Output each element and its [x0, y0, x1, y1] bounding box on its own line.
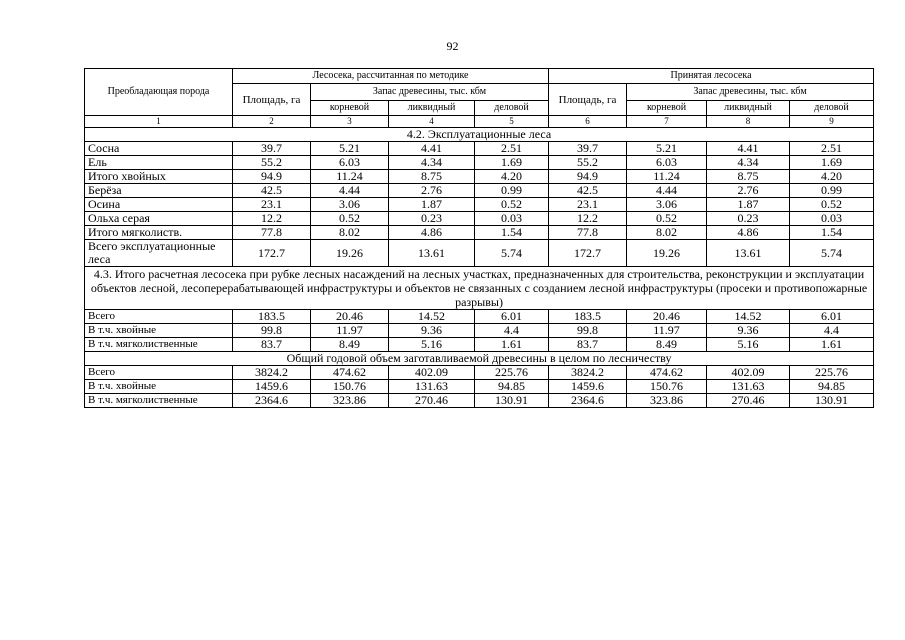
- value-cell: 150.76: [311, 380, 389, 394]
- species-name: В т.ч. хвойные: [85, 380, 233, 394]
- value-cell: 4.4: [790, 324, 874, 338]
- value-cell: 94.9: [233, 170, 311, 184]
- value-cell: 1459.6: [233, 380, 311, 394]
- value-cell: 0.23: [707, 212, 790, 226]
- value-cell: 2.51: [790, 142, 874, 156]
- section-title: 4.2. Эксплуатационные леса: [85, 128, 874, 142]
- column-number: 2: [233, 116, 311, 128]
- value-cell: 5.74: [475, 240, 549, 267]
- value-cell: 0.99: [790, 184, 874, 198]
- value-cell: 77.8: [233, 226, 311, 240]
- value-cell: 55.2: [233, 156, 311, 170]
- accepted-liquid-header: ликвидный: [707, 101, 790, 116]
- value-cell: 4.41: [389, 142, 475, 156]
- table-row: [85, 366, 874, 380]
- value-cell: 8.75: [707, 170, 790, 184]
- table-row: [85, 170, 874, 184]
- value-cell: 3.06: [311, 198, 389, 212]
- value-cell: 225.76: [475, 366, 549, 380]
- species-name: Берёза: [85, 184, 233, 198]
- value-cell: 4.86: [389, 226, 475, 240]
- value-cell: 2.76: [707, 184, 790, 198]
- column-number: 3: [311, 116, 389, 128]
- value-cell: 94.9: [549, 170, 627, 184]
- value-cell: 0.52: [311, 212, 389, 226]
- section-title: Общий годовой объем заготавливаемой древесины в целом по лесничеству: [85, 352, 874, 366]
- method-root-header: корневой: [311, 101, 389, 116]
- value-cell: 8.02: [311, 226, 389, 240]
- value-cell: 0.52: [790, 198, 874, 212]
- table-row: [85, 184, 874, 198]
- value-cell: 1.54: [790, 226, 874, 240]
- value-cell: 99.8: [233, 324, 311, 338]
- table-row: [85, 156, 874, 170]
- value-cell: 77.8: [549, 226, 627, 240]
- value-cell: 1.61: [475, 338, 549, 352]
- value-cell: 42.5: [233, 184, 311, 198]
- column-number: 9: [790, 116, 874, 128]
- value-cell: 402.09: [707, 366, 790, 380]
- value-cell: 8.49: [627, 338, 707, 352]
- table-row: [85, 394, 874, 408]
- value-cell: 131.63: [389, 380, 475, 394]
- species-name: Всего: [85, 366, 233, 380]
- value-cell: 1.54: [475, 226, 549, 240]
- value-cell: 9.36: [389, 324, 475, 338]
- value-cell: 1.69: [475, 156, 549, 170]
- accepted-area-header: Площадь, га: [549, 84, 627, 116]
- value-cell: 5.16: [389, 338, 475, 352]
- value-cell: 4.41: [707, 142, 790, 156]
- value-cell: 474.62: [311, 366, 389, 380]
- value-cell: 12.2: [549, 212, 627, 226]
- value-cell: 172.7: [549, 240, 627, 267]
- table-row: [85, 310, 874, 324]
- section-42-title-row: [85, 128, 874, 142]
- value-cell: 2.51: [475, 142, 549, 156]
- column-number: 6: [549, 116, 627, 128]
- value-cell: 83.7: [233, 338, 311, 352]
- value-cell: 23.1: [233, 198, 311, 212]
- value-cell: 83.7: [549, 338, 627, 352]
- value-cell: 225.76: [790, 366, 874, 380]
- value-cell: 8.75: [389, 170, 475, 184]
- table-row: [85, 198, 874, 212]
- harvest-table: [84, 68, 874, 408]
- value-cell: 323.86: [627, 394, 707, 408]
- method-group-header: Лесосека, рассчитанная по методике: [233, 69, 549, 84]
- value-cell: 183.5: [549, 310, 627, 324]
- value-cell: 4.86: [707, 226, 790, 240]
- value-cell: 1.69: [790, 156, 874, 170]
- value-cell: 8.49: [311, 338, 389, 352]
- value-cell: 4.20: [475, 170, 549, 184]
- value-cell: 19.26: [311, 240, 389, 267]
- value-cell: 3.06: [627, 198, 707, 212]
- table-row: [85, 142, 874, 156]
- value-cell: 2364.6: [233, 394, 311, 408]
- value-cell: 474.62: [627, 366, 707, 380]
- value-cell: 1459.6: [549, 380, 627, 394]
- value-cell: 1.87: [389, 198, 475, 212]
- value-cell: 8.02: [627, 226, 707, 240]
- column-number: 7: [627, 116, 707, 128]
- value-cell: 1.61: [790, 338, 874, 352]
- accepted-root-header: корнeвой: [627, 101, 707, 116]
- value-cell: 99.8: [549, 324, 627, 338]
- method-business-header: деловой: [475, 101, 549, 116]
- value-cell: 4.44: [627, 184, 707, 198]
- value-cell: 3824.2: [549, 366, 627, 380]
- value-cell: 130.91: [475, 394, 549, 408]
- value-cell: 4.34: [707, 156, 790, 170]
- column-number: 8: [707, 116, 790, 128]
- value-cell: 11.97: [311, 324, 389, 338]
- value-cell: 6.01: [790, 310, 874, 324]
- accepted-business-header: деловой: [790, 101, 874, 116]
- value-cell: 130.91: [790, 394, 874, 408]
- value-cell: 4.4: [475, 324, 549, 338]
- value-cell: 150.76: [627, 380, 707, 394]
- value-cell: 39.7: [233, 142, 311, 156]
- value-cell: 94.85: [475, 380, 549, 394]
- value-cell: 42.5: [549, 184, 627, 198]
- species-name: Итого мягколиств.: [85, 226, 233, 240]
- column-numbers-row: [85, 116, 874, 128]
- value-cell: 11.24: [627, 170, 707, 184]
- value-cell: 0.52: [627, 212, 707, 226]
- column-number: 5: [475, 116, 549, 128]
- table-row: [85, 226, 874, 240]
- value-cell: 19.26: [627, 240, 707, 267]
- species-name: Сосна: [85, 142, 233, 156]
- table-row: [85, 240, 874, 267]
- value-cell: 323.86: [311, 394, 389, 408]
- value-cell: 39.7: [549, 142, 627, 156]
- value-cell: 13.61: [389, 240, 475, 267]
- value-cell: 9.36: [707, 324, 790, 338]
- section-total-title-row: [85, 352, 874, 366]
- value-cell: 0.03: [790, 212, 874, 226]
- value-cell: 5.21: [627, 142, 707, 156]
- value-cell: 14.52: [389, 310, 475, 324]
- value-cell: 0.52: [475, 198, 549, 212]
- value-cell: 4.44: [311, 184, 389, 198]
- table-row: [85, 338, 874, 352]
- value-cell: 172.7: [233, 240, 311, 267]
- value-cell: 5.21: [311, 142, 389, 156]
- column-number: 1: [85, 116, 233, 128]
- species-name: Всего: [85, 310, 233, 324]
- value-cell: 270.46: [389, 394, 475, 408]
- value-cell: 131.63: [707, 380, 790, 394]
- value-cell: 402.09: [389, 366, 475, 380]
- method-area-header: Площадь, га: [233, 84, 311, 116]
- value-cell: 12.2: [233, 212, 311, 226]
- value-cell: 0.03: [475, 212, 549, 226]
- value-cell: 14.52: [707, 310, 790, 324]
- section-43-title-row: [85, 267, 874, 310]
- column-number: 4: [389, 116, 475, 128]
- species-name: В т.ч. мягколиственные: [85, 338, 233, 352]
- table-row: [85, 324, 874, 338]
- value-cell: 2364.6: [549, 394, 627, 408]
- value-cell: 0.99: [475, 184, 549, 198]
- value-cell: 6.03: [311, 156, 389, 170]
- value-cell: 94.85: [790, 380, 874, 394]
- table-row: [85, 212, 874, 226]
- value-cell: 4.20: [790, 170, 874, 184]
- value-cell: 6.01: [475, 310, 549, 324]
- section-title: 4.3. Итого расчетная лесосека при рубке лесных насаждений на лесных участках, предназначенных для строительства, реконструкции и эксплуатации объектов лесной, лесоперерабатывающей инфраструктуры и объектов не связанных с созданием лесной инфраструктуры (просеки и противопожарные разрывы): [85, 267, 874, 310]
- value-cell: 0.23: [389, 212, 475, 226]
- value-cell: 20.46: [311, 310, 389, 324]
- species-name: Итого хвойных: [85, 170, 233, 184]
- value-cell: 5.16: [707, 338, 790, 352]
- value-cell: 20.46: [627, 310, 707, 324]
- page-number: 92: [446, 39, 459, 53]
- value-cell: 23.1: [549, 198, 627, 212]
- value-cell: 270.46: [707, 394, 790, 408]
- table-row: [85, 380, 874, 394]
- value-cell: 6.03: [627, 156, 707, 170]
- value-cell: 13.61: [707, 240, 790, 267]
- species-header: Преобладающая порода: [85, 69, 233, 116]
- method-volume-header: Запас древесины, тыс. кбм: [311, 84, 549, 101]
- species-name: В т.ч. хвойные: [85, 324, 233, 338]
- value-cell: 11.97: [627, 324, 707, 338]
- value-cell: 2.76: [389, 184, 475, 198]
- value-cell: 5.74: [790, 240, 874, 267]
- value-cell: 4.34: [389, 156, 475, 170]
- species-name: Ель: [85, 156, 233, 170]
- accepted-group-header: Принятая лесосека: [549, 69, 874, 84]
- species-name: Всего эксплуатационные леса: [85, 240, 233, 267]
- value-cell: 1.87: [707, 198, 790, 212]
- species-name: В т.ч. мягколиственные: [85, 394, 233, 408]
- value-cell: 11.24: [311, 170, 389, 184]
- species-name: Ольха серая: [85, 212, 233, 226]
- species-name: Осина: [85, 198, 233, 212]
- value-cell: 3824.2: [233, 366, 311, 380]
- method-liquid-header: ликвидный: [389, 101, 475, 116]
- value-cell: 183.5: [233, 310, 311, 324]
- accepted-volume-header: Запас древесины, тыс. кбм: [627, 84, 874, 101]
- value-cell: 55.2: [549, 156, 627, 170]
